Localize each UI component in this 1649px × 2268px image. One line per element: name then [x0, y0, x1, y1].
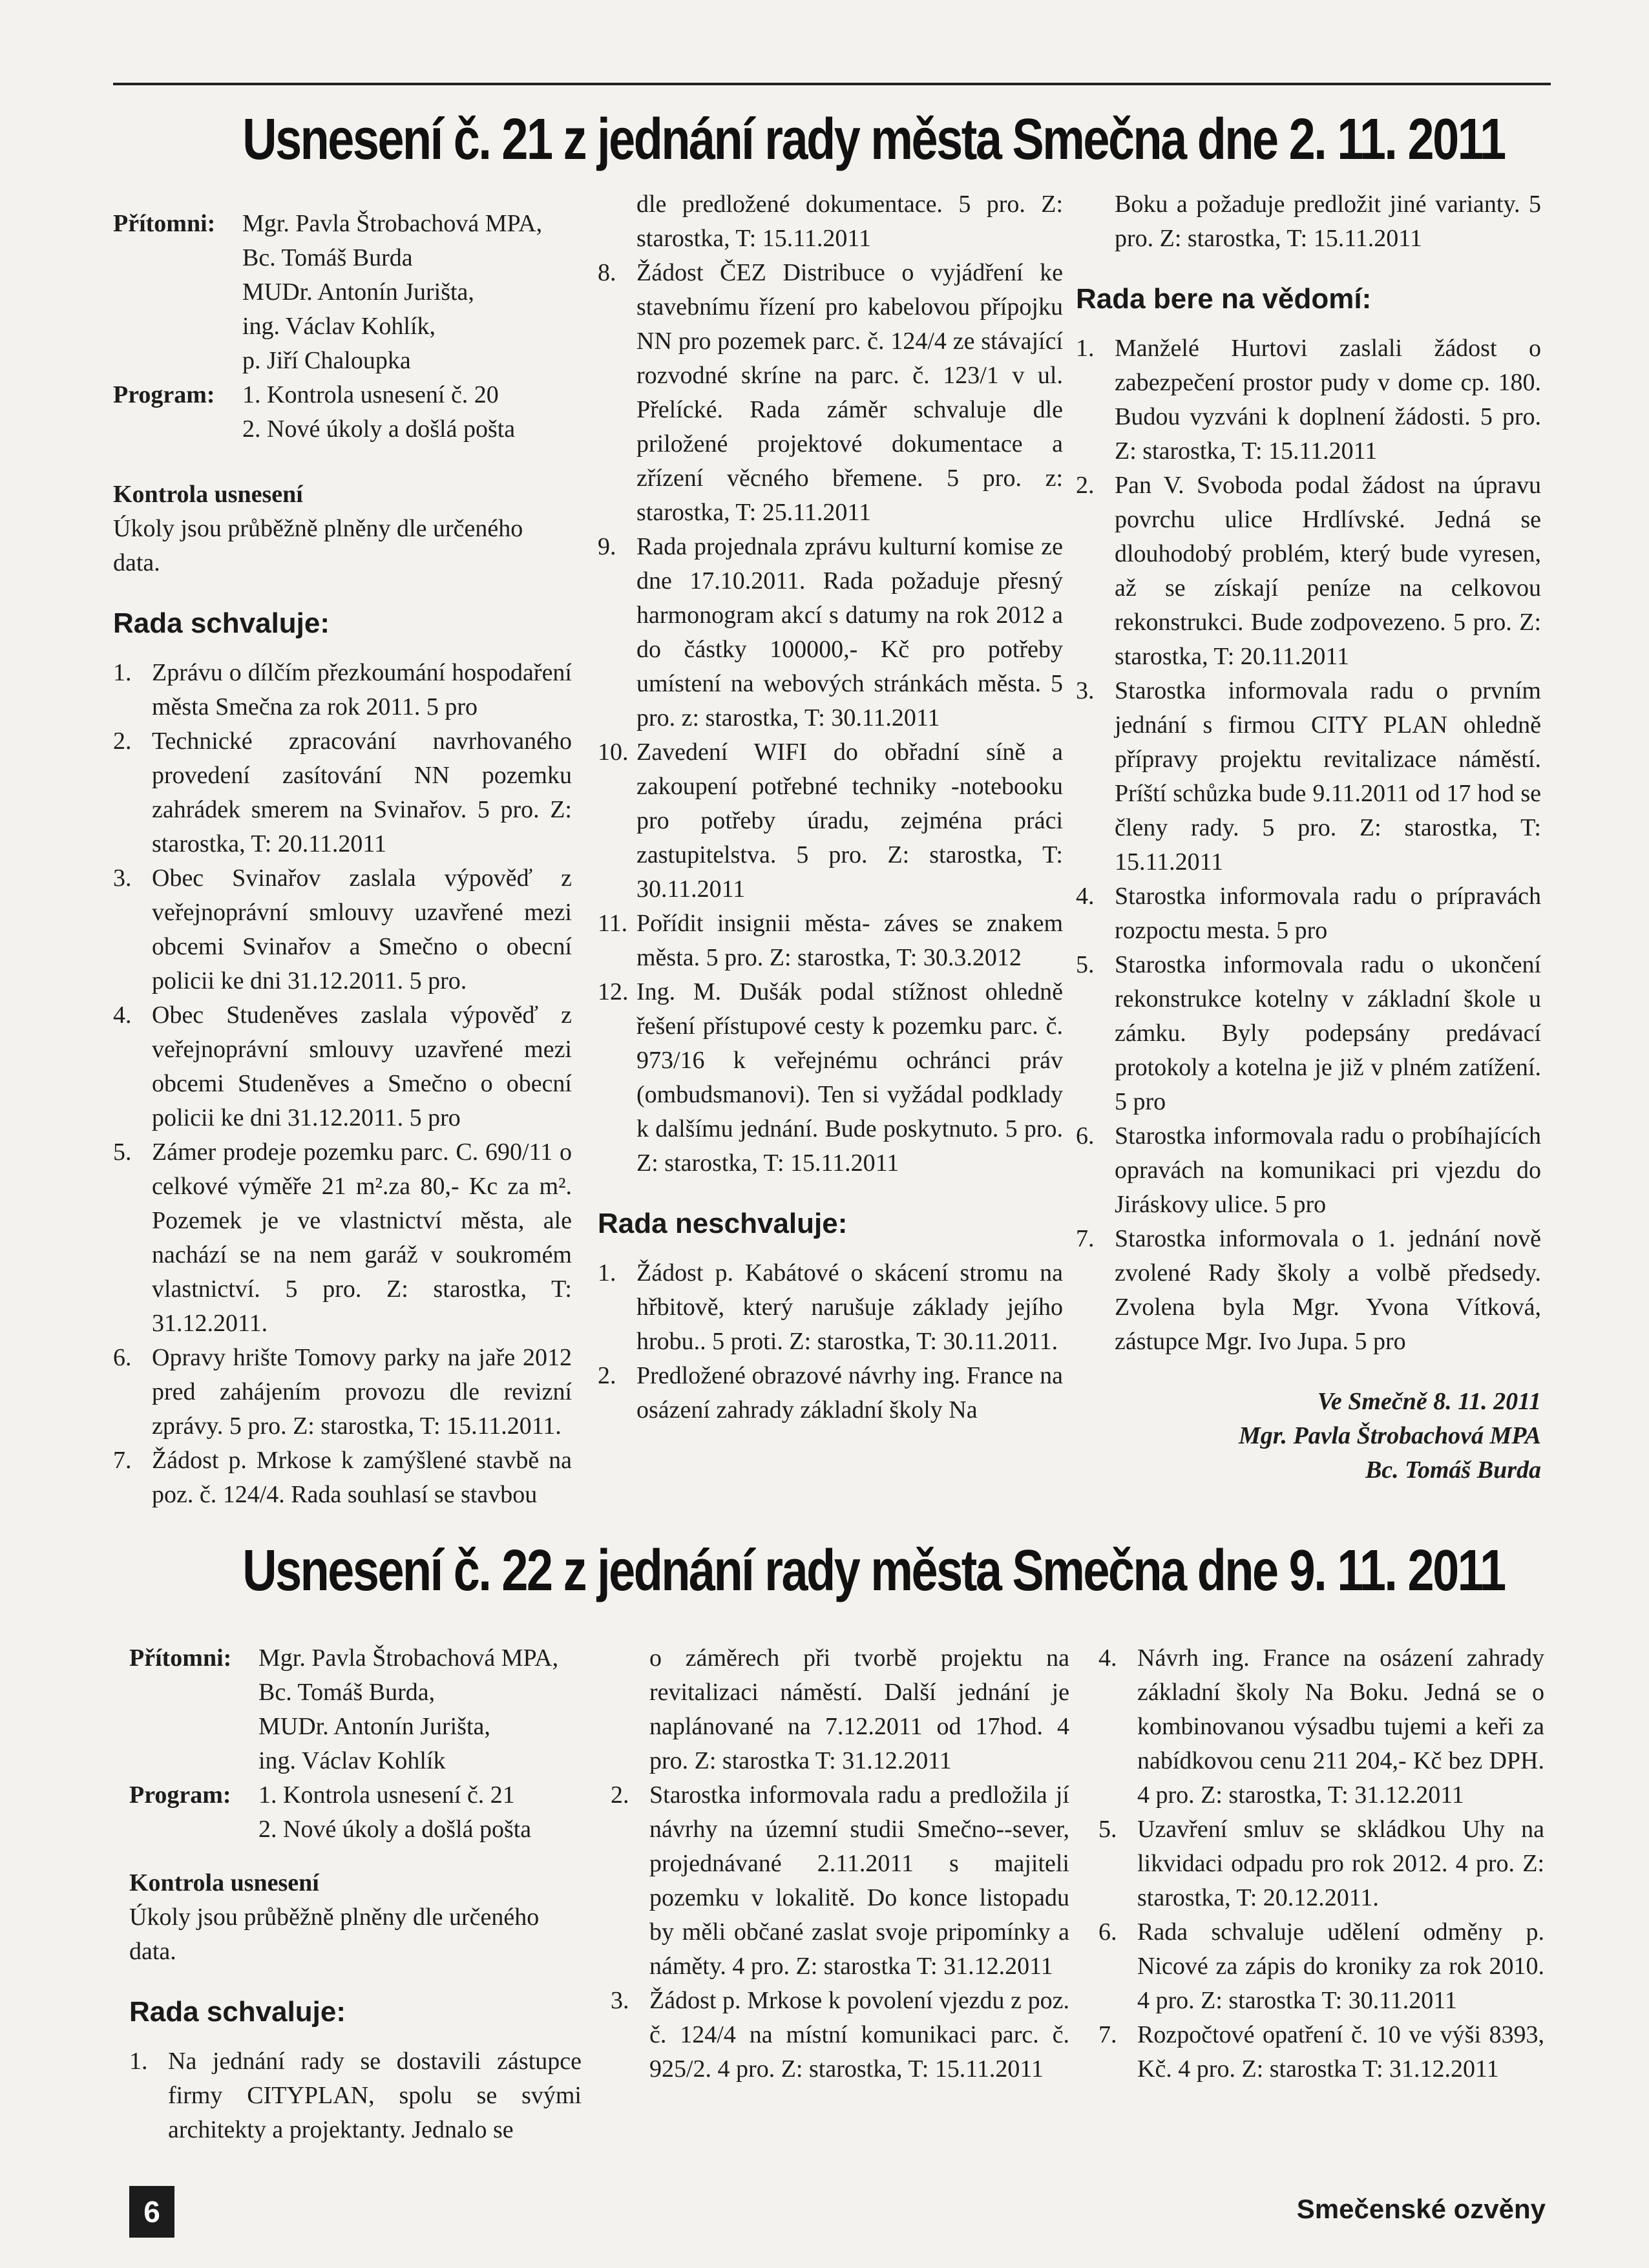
present-item: Bc. Tomáš Burda,	[258, 1679, 436, 1706]
approves-list-continued	[598, 256, 1063, 1181]
list-item: 2. Pan V. Svoboda podal žádost na úpravu povrchu ulice Hrdlívské. Jedná se dlouhodobý problém, který bude vyresen, až se získají peníze na celkovou rekonstrukci. Bude zodpovezeno. 5 pro. Z: starostka, T: 20.11.2011	[1076, 472, 1541, 670]
list-item: 12. Ing. M. Dušák podal stížnost ohledně řešení přístupové cesty k pozemku parc. č. 973/16 k veřejnému ochránci práv (ombudsmanovi). Ten si vyžádal podklady k dalšímu jednání. Bude poskytnuto. 5 pro. Z: starostka, T: 15.11.2011	[598, 978, 1063, 1177]
present-label: Přítomni:	[113, 210, 216, 237]
signature-block	[1076, 1385, 1541, 1487]
meeting21-col2	[598, 187, 1063, 1427]
present-item: Bc. Tomáš Burda	[242, 244, 413, 271]
present-list	[242, 207, 542, 378]
control-heading: Kontrola usnesení	[113, 481, 303, 508]
list-item: 2. Technické zpracování navrhovaného provedení zasítování NN pozemku zahrádek smerem na Svinařov. 5 pro. Z: starostka, T: 20.11.2011	[113, 728, 572, 857]
list-item: 1. Zprávu o dílčím přezkoumání hospodaření města Smečna za rok 2011. 5 pro	[113, 659, 572, 720]
program-item: 2. Nové úkoly a došlá pošta	[242, 415, 516, 443]
program-item: 1. Kontrola usnesení č. 21	[258, 1781, 515, 1809]
present-item: ing. Václav Kohlík,	[242, 313, 436, 340]
list-item: 5. Zámer prodeje pozemku parc. C. 690/11 o celkové výměře 21 m².za 80,- Kc za m². Pozemek je ve vlastnictví města, ale nachází se na nem garáž v soukromém vlastnictví. 5 pro. Z: starostka, T: 31.12.2011.	[113, 1139, 572, 1337]
list-item: 4. Obec Studeněves zaslala výpověď z veřejnoprávní smlouvy uzavřené mezi obcemi Studeněves a Smečno o obecní policii ke dni 31.12.2011. 5 pro	[113, 1002, 572, 1131]
program-row	[129, 1778, 582, 1847]
list-item: 1. Na jednání rady se dostavili zástupce firmy CITYPLAN, spolu se svými architekty a projektanty. Jednalo se	[129, 2048, 582, 2143]
approves-list	[113, 656, 572, 1512]
meeting22-col3	[1098, 1641, 1544, 2086]
control-text: Úkoly jsou průběžně plněny dle určeného data.	[129, 1904, 540, 1965]
present-row	[113, 207, 572, 378]
program-list	[258, 1778, 531, 1847]
continuation-text: o záměrech při tvorbě projektu na revitalizaci náměstí. Další jednání je naplánované na 7.12.2011 od 17hod. 4 pro. Z: starostka T: 31.12.2011	[649, 1644, 1069, 1774]
program-label: Program:	[129, 1781, 231, 1809]
list-item: 5. Starostka informovala radu o ukončení rekonstrukce kotelny v základní škole u zámku. Byly podepsány predávací protokoly a kotelna je již v plném zatížení. 5 pro	[1076, 951, 1541, 1115]
approves-list-continued	[1098, 1641, 1544, 2086]
present-item: p. Jiří Chaloupka	[242, 347, 411, 374]
present-list	[258, 1641, 558, 1778]
notes-heading: Rada bere na vědomí:	[1076, 283, 1372, 315]
present-item: Mgr. Pavla Štrobachová MPA,	[258, 1644, 559, 1672]
present-label: Přítomni:	[129, 1644, 232, 1672]
list-item: 3. Starostka informovala radu o prvním jednání s firmou CITY PLAN ohledně přípravy projektu revitalizace náměstí. Príští schůzka bude 9.11.2011 od 17 hod se členy rady. 5 pro. Z: starostka, T: 15.11.2011	[1076, 677, 1541, 876]
continuation-text: dle predložené dokumentace. 5 pro. Z: starostka, T: 15.11.2011	[636, 191, 1063, 252]
list-item: 1. Manželé Hurtovi zaslali žádost o zabezpečení prostor pudy v dome cp. 180. Budou vyzváni k doplnení žádosti. 5 pro. Z: starostka, T: 15.11.2011	[1076, 335, 1541, 465]
list-item: 2. Starostka informovala radu a predložila jí návrhy na územní studii Smečno--sever, projednávané 2.11.2011 s majiteli pozemku v lokalitě. Do konce listopadu by měli občané zaslat svoje pripomínky a náměty. 4 pro. Z: starostka T: 31.12.2011	[611, 1781, 1069, 1980]
meeting22-col2	[611, 1641, 1069, 2086]
list-item: 6. Starostka informovala radu o probíhajících opravách na komunikaci pri vjezdu do Jiráskovy ulice. 5 pro	[1076, 1122, 1541, 1218]
list-item: 11. Pořídit insignii města- záves se znakem města. 5 pro. Z: starostka, T: 30.3.2012	[598, 910, 1063, 971]
magazine-name: Smečenské ozvěny	[1296, 2194, 1546, 2224]
list-item: 7. Rozpočtové opatření č. 10 ve výši 8393, Kč. 4 pro. Z: starostka T: 31.12.2011	[1098, 2021, 1544, 2083]
list-item: 5. Uzavření smluv se skládkou Uhy na likvidaci odpadu pro rok 2012. 4 pro. Z: starostka, T: 20.12.2011.	[1098, 1816, 1544, 1911]
list-item: 3. Žádost p. Mrkose k povolení vjezdu z poz. č. 124/4 na místní komunikaci parc. č. 925/2. 4 pro. Z: starostka, T: 15.11.2011	[611, 1987, 1069, 2083]
signature-place-date: Ve Smečně 8. 11. 2011	[1317, 1388, 1541, 1415]
meeting22-col1	[129, 1641, 582, 2147]
top-rule	[113, 83, 1551, 85]
signature-mayor: Mgr. Pavla Štrobachová MPA	[1239, 1422, 1541, 1449]
list-item: 7. Starostka informovala o 1. jednání nově zvolené Rady školy a volbě předsedy. Zvolena byla Mgr. Yvona Vítková, zástupce Mgr. Ivo Jupa. 5 pro	[1076, 1225, 1541, 1355]
list-item: 8. Žádost ČEZ Distribuce o vyjádření ke stavebnímu řízení pro kabelovou přípojku NN pro pozemek parc. č. 124/4 ze stávající rozvodné skríne na parc. č. 123/1 v ul. Přelícké. Rada záměr schvaluje dle priložené projektové dokumentace a zřízení věcného břemene. 5 pro. z: starostka, T: 25.11.2011	[598, 259, 1063, 526]
list-item: 4. Návrh ing. France na osázení zahrady základní školy Na Boku. Jedná se o kombinovanou výsadbu tujemi a keři za nabídkovou cenu 211 204,- Kč bez DPH. 4 pro. Z: starostka, T: 31.12.2011	[1098, 1644, 1544, 1809]
rejects-heading: Rada neschvaluje:	[598, 1208, 848, 1239]
approves-list-continued	[611, 1778, 1069, 2086]
program-row	[113, 378, 572, 446]
program-item: 1. Kontrola usnesení č. 20	[242, 381, 499, 408]
approves-list	[129, 2044, 582, 2147]
program-item: 2. Nové úkoly a došlá pošta	[258, 1816, 532, 1843]
meeting22-title: Usnesení č. 22 z jednání rady města Smečna dne 9. 11. 2011	[242, 1538, 1505, 1603]
list-item: 4. Starostka informovala radu o prípravách rozpoctu mesta. 5 pro	[1076, 883, 1541, 944]
present-item: Mgr. Pavla Štrobachová MPA,	[242, 210, 543, 237]
control-text: Úkoly jsou průběžně plněny dle určeného data.	[113, 515, 523, 576]
approves-heading: Rada schvaluje:	[129, 1996, 346, 2028]
control-heading: Kontrola usnesení	[129, 1869, 319, 1896]
meeting21-col1	[113, 207, 572, 1512]
present-item: MUDr. Antonín Jurišta,	[258, 1713, 490, 1740]
list-item: 6. Opravy hrište Tomovy parky na jaře 2012 pred zahájením provozu dle revizní zprávy. 5 pro. Z: starostka, T: 15.11.2011.	[113, 1344, 572, 1440]
list-item: 7. Žádost p. Mrkose k zamýšlené stavbě na poz. č. 124/4. Rada souhlasí se stavbou	[113, 1447, 572, 1508]
list-item: 1. Žádost p. Kabátové o skácení stromu na hřbitově, který narušuje základy jejího hrobu.. 5 proti. Z: starostka, T: 30.11.2011.	[598, 1259, 1063, 1355]
program-list	[242, 378, 515, 446]
rejects-list	[598, 1256, 1063, 1427]
list-item: 3. Obec Svinařov zaslala výpověď z veřejnoprávní smlouvy uzavřené mezi obcemi Svinařov a Smečno o obecní policii ke dni 31.12.2011. 5 pro.	[113, 865, 572, 994]
program-label: Program:	[113, 381, 215, 408]
page-number: 6	[129, 2186, 174, 2238]
approves-heading: Rada schvaluje:	[113, 607, 330, 639]
list-item: 10. Zavedení WIFI do obřadní síně a zakoupení potřebné techniky -notebooku pro potřeby úradu, zejména práci zastupitelstva. 5 pro. Z: starostka, T: 30.11.2011	[598, 739, 1063, 903]
continuation-text: Boku a požaduje predložit jiné varianty. 5 pro. Z: starostka, T: 15.11.2011	[1115, 191, 1541, 252]
list-item: 2. Predložené obrazové návrhy ing. France na osázení zahrady základní školy Na	[598, 1362, 1063, 1423]
present-item: MUDr. Antonín Jurišta,	[242, 278, 474, 306]
meeting21-title: Usnesení č. 21 z jednání rady města Smečna dne 2. 11. 2011	[242, 107, 1505, 172]
list-item: 6. Rada schvaluje udělení odměny p. Nicové za zápis do kroniky za rok 2010. 4 pro. Z: starostka T: 30.11.2011	[1098, 1918, 1544, 2014]
signature-deputy: Bc. Tomáš Burda	[1365, 1456, 1541, 1484]
notes-list	[1076, 331, 1541, 1359]
present-item: ing. Václav Kohlík	[258, 1747, 446, 1774]
meeting21-col3	[1076, 187, 1541, 1487]
present-row	[129, 1641, 582, 1778]
list-item: 9. Rada projednala zprávu kulturní komise ze dne 17.10.2011. Rada požaduje přesný harmonogram akcí s datumy na rok 2012 a do částky 100000,- Kč pro potřeby umístení na webových stránkách města. 5 pro. z: starostka, T: 30.11.2011	[598, 533, 1063, 731]
